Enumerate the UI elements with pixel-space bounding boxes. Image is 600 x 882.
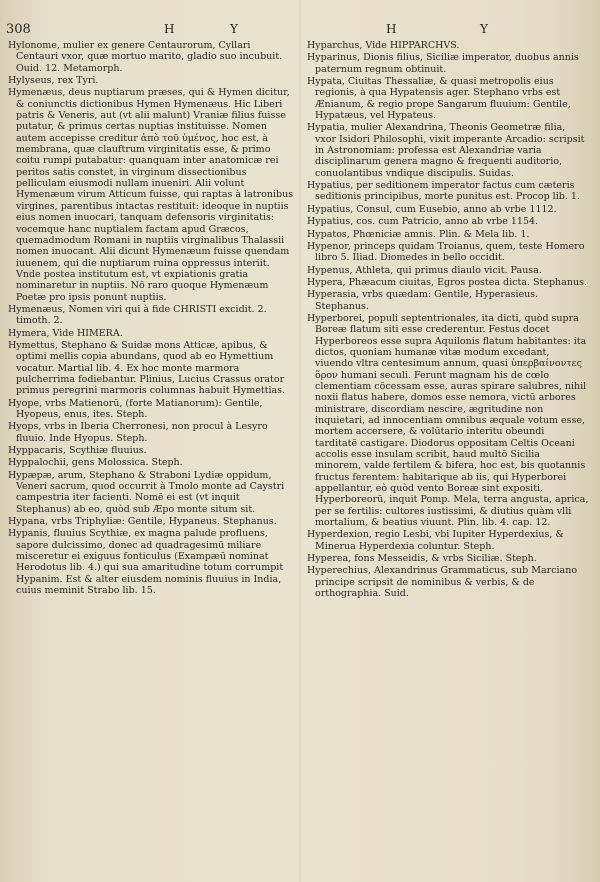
dictionary-entry: Hypenor, princeps quidam Troianus, quem, teste Homero libro 5. Iliad. Diomedes in bello occidit. xyxy=(307,240,585,264)
dictionary-entry: Hypana, vrbs Triphyliæ: Gentile, Hypaneus. Stephanus. xyxy=(8,516,277,528)
left-column xyxy=(8,40,295,598)
dictionary-entry: Hyperea, fons Messeidis, & vrbs Siciliæ. Steph. xyxy=(307,553,537,565)
dictionary-entry: Hymenæus, Nomen viri qui à fide CHRISTI excidit. 2. timoth. 2. xyxy=(8,303,267,327)
dictionary-entry: Hyope, vrbs Matienorū, (forte Matianorum): Gentile, Hyopeus, enus, ites. Steph. xyxy=(8,397,263,420)
dictionary-entry: Hymettus, Stephano & Suidæ mons Atticæ, apibus, & optimi mellis copia abundans, quod ab eo Hymettium vocatur. Martial lib. 4. Ex hoc monte marmora pulcherrima fodiebantur. Plinius, Lucius Crassus orator primus peregrini marmoris columnas habuit Hymettias. xyxy=(8,339,286,397)
right-column xyxy=(307,40,589,601)
header-letter: H xyxy=(164,22,177,36)
dictionary-entry: Hylyseus, rex Tyri. xyxy=(8,75,99,87)
dictionary-entry: Hypatius, Consul, cum Eusebio, anno ab vrbe 1112. xyxy=(307,203,557,215)
dictionary-entry: Hyperborei, populi septentrionales, ita dicti, quòd supra Boreæ flatum siti esse crederentur. Festus docet Hyperboreos esse supra Aquilonis flatum habitantes: ita dictos, quoniam humanæ vitæ modum excedant, viuendo vltra centesimum annum, quasi ὑπερβαίνοντες ὅρον humani seculi. Ferunt magnam his de cœlo clementiam cōcessam esse, auras spirare salubres, nihil noxii flatus habere, domos esse nemora, victū arbores ministrare, discordiam nescire, ægritudine non inquietari, ad innocentiam omnibus æquale votum esse, mortem accersere, & volūtario interitu obeundi tarditatē castigare. Diodorus oppositam Celtis Oceani accolis esse insulam scribit, haud multō Sicilia minorem, valde fertilem & bifera, hoc est, bis quotannis fructus ferentem: habitarique ab iis, qui Hyperborei appellantur, eò quòd vento Boreæ sint expositi. Hyperboreorū, inquit Pomp. Mela, terra angusta, aprica, per se fertilis: cultores iustissimi, & diutius quàm vlli mortalium, & beatius viuunt. Plin. lib. 4. cap. 12. xyxy=(307,312,589,529)
dictionary-entry: Hyppacaris, Scythiæ fluuius. xyxy=(8,445,147,457)
dictionary-entry: Hypenus, Athleta, qui primus diaulo vicit. Pausa. xyxy=(307,264,542,276)
column-gutter xyxy=(298,0,302,882)
dictionary-entry: Hymenæus, deus nuptiarum præses, qui & Hymen dicitur, & coniunctis dictionibus Hymen Hymenæus. Hic Liberi patris & Veneris, aut (vt alii malunt) Vraniæ filius fuisse putatur, & primus certas nuptias instituisse. Nomen autem accepisse creditur ἀπὸ τοῦ ὑμένος, hoc est, à membrana, quæ clauftrum virginitatis esse, & primo coitu rumpi putabatur: quanquam inter anatomicæ rei peritos satis constet, in virginum dissectionibus pelliculam eiusmodi nullam inueniri. Alii volunt Hymenæum virum Atticum fuisse, qui raptas à latronibus virgines, parentibus intactas restituit: ideoque in nuptiis eius nomen inuocari, tanquam defensoris virginitatis: vocemque hanc nuptialem factam apud Græcos, quemadmodum Romani in nuptiis virginalibus Thalassii nomen inuocant. Alii dicunt Hymenæum fuisse quendam iuuenem, qui die nuptiarum ruina oppressus interiit. Vnde postea institutum est, vt expiationis gratia nominaretur in nuptiis. Nō raro quoque Hymenæum Poetæ pro ipsis ponunt nuptiis. xyxy=(8,87,294,303)
dictionary-entry: Hyperechius, Alexandrinus Grammaticus, sub Marciano principe scripsit de nominibus & verbis, & de orthographia. Suid. xyxy=(307,565,578,600)
dictionary-entry: Hypatos, Phœniciæ amnis. Plin. & Mela lib. 1. xyxy=(307,228,530,240)
dictionary-entry: Hylonome, mulier ex genere Centaurorum, Cyllari Centauri vxor, quæ mortuo marito, gladio suo incubuit. Ouid. 12. Metamorph. xyxy=(8,40,283,74)
dictionary-entry: Hyppalochii, gens Molossica. Steph. xyxy=(8,457,183,469)
dictionary-entry: Hypatius, cos. cum Patricio, anno ab vrbe 1154. xyxy=(307,216,539,228)
dictionary-entry: Hyops, vrbs in Iberia Cherronesi, non procul à Lesyro fluuio. Inde Hyopus. Steph. xyxy=(8,421,268,444)
header-letter: Y xyxy=(480,22,490,36)
dictionary-entry: Hyparinus, Dionis filius, Siciliæ imperator, duobus annis paternum regnum obtinuit. xyxy=(307,52,579,75)
header-letter: Y xyxy=(230,22,240,36)
dictionary-entry: Hypæpæ, arum, Stephano & Straboni Lydiæ oppidum, Veneri sacrum, quod occurrit à Tmolo monte ad Caystri campestria iter facienti. Nomē ei est (vt inquit Stephanus) ab eo, quòd sub Æpo monte situm sit. xyxy=(8,469,285,515)
dictionary-entry: Hyperdexion, regio Lesbi, vbi Iupiter Hyperdexius, & Minerua Hyperdexia coluntur. Steph. xyxy=(307,529,564,552)
dictionary-entry: Hypatius, per seditionem imperator factus cum cæteris seditionis principibus, morte punitus est. Procop lib. 1. xyxy=(307,180,580,203)
header-letter: H xyxy=(386,22,399,36)
dictionary-entry: Hyparchus, Vide HIPPARCHVS. xyxy=(307,40,460,51)
page-number: 308 xyxy=(6,22,31,37)
dictionary-entry: Hyperasia, vrbs quædam: Gentile, Hyperasieus. Stephanus. xyxy=(307,289,539,312)
dictionary-entry: Hypata, Ciuitas Thessaliæ, & quasi metropolis eius regionis, à qua Hypatensis ager. Stephano vrbs est Ænianum, & regio prope Sangarum fluuium: Gentile, Hypatæus, vel Hypateus. xyxy=(307,76,571,122)
dictionary-entry: Hypanis, fluuius Scythiæ, ex magna palude profluens, sapore dulcissimo, donec ad quadragesimū miliare misceretur ei exiguus fonticulus (Exampæū nominat Herodotus lib. 4.) qui sua amaritudine totum corrumpit Hypanim. Est & alter eiusdem nominis fluuius in India, cuius meminit Strabo lib. 15. xyxy=(8,528,284,597)
dictionary-entry: Hypatia, mulier Alexandrina, Theonis Geometræ filia, vxor Isidori Philosophi, vixit imperante Arcadio: scripsit in Astronomiam: professa est Alexandriæ varia disciplinarum genera magno & frequenti auditorio, conuolantibus vndique discipulis. Suidas. xyxy=(307,122,585,179)
dictionary-entry: Hypera, Phæacum ciuitas, Egros postea dicta. Stephanus. xyxy=(307,276,587,288)
running-header xyxy=(0,22,600,40)
dictionary-entry: Hymera, Vide HIMERA. xyxy=(8,327,123,339)
